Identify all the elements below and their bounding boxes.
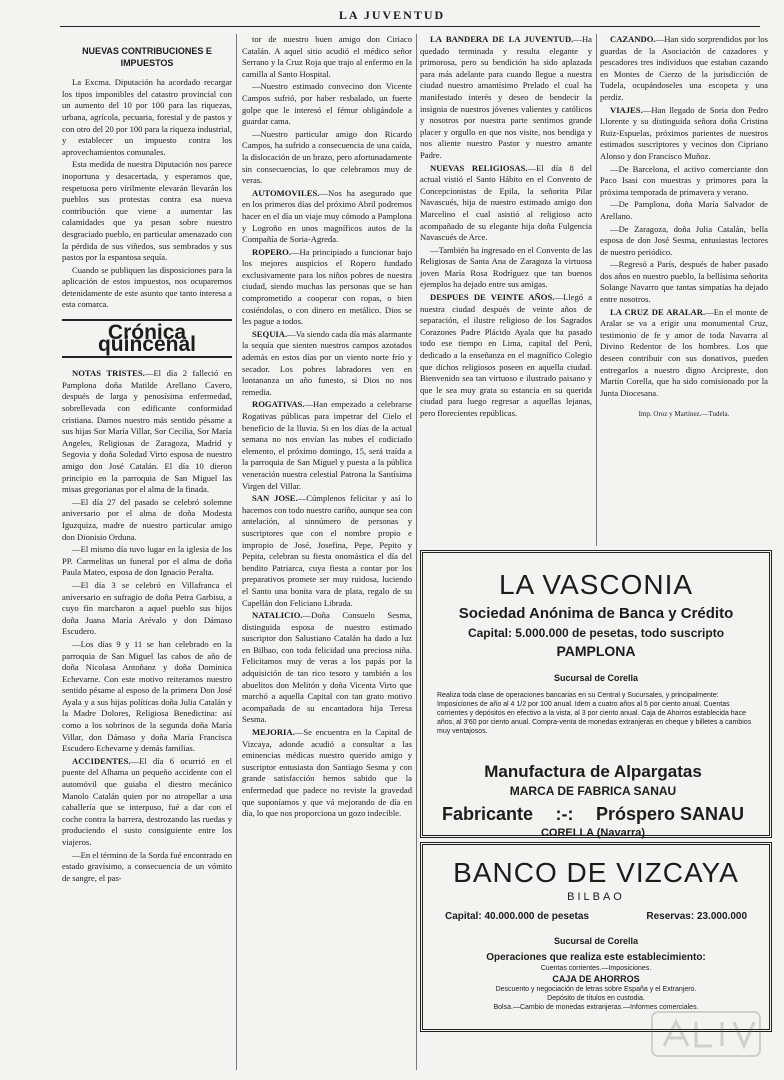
separator: :-: bbox=[555, 804, 574, 824]
fabricante-label: Fabricante bbox=[442, 804, 534, 824]
paragraph: SEQUIA.—Va siendo cada día más alarmante la sequía que sienten nuestros campos azotados además en estos días por un viento norte frío y secador. Los pobres labradores ven en lontananza un año funesto, si Dios no nos remedia. bbox=[242, 328, 412, 397]
paragraph-lead: SEQUIA. bbox=[252, 328, 288, 339]
paragraph-lead: MEJORIA. bbox=[252, 727, 295, 738]
running-head: LA JUVENTUD bbox=[338, 8, 446, 22]
ad-name-row bbox=[442, 804, 744, 825]
paragraph: Esta medida de nuestra Diputación nos parece inoportuna y desacertada, y esperamos que, respetuosa pero virilmente elevarán llevarán los pueblos sus protestas contra esa nueva contribución que viene a aumentar las calamidades que ya pesan sobre nuestro desgraciado pueblo, en particular amenazado con la pérdida de sus viñedos, sus sembrados y sus pastos por la espantosa sequía. bbox=[62, 159, 232, 263]
paragraph-lead: NATALICIO. bbox=[252, 610, 303, 621]
paragraph-lead: VIAJES. bbox=[610, 104, 643, 115]
ad-sanau bbox=[420, 762, 766, 839]
ad-title: Manufactura de Alpargatas bbox=[484, 762, 702, 781]
ad-text: Realiza toda clase de operaciones bancarias en su Central y Sucursales, y principalmente: Imposiciones de año al 4 1/2 por 100 anual. Idem a cuatro años al 5 por ciento anual. Cuentas corrientes y depósitos en efectivo a la vista, al 3 por ciento anual. Caja de Ahorros establecida hace años, al 3'60 por ciento anual. Compra-venta de monedas extranjeras en cheque y billetes a cambios muy ventajosos. bbox=[437, 692, 752, 735]
column-divider bbox=[236, 34, 237, 1070]
ad-subtitle: Sociedad Anónima de Banca y Crédito bbox=[458, 605, 734, 622]
paragraph-lead: SAN JOSE. bbox=[252, 493, 298, 504]
ad-ops-4: Bolsa.—Cambio de monedas extranjeras.—Informes comerciales. bbox=[493, 1004, 699, 1011]
paragraph: NOTAS TRISTES.—El día 2 falleció en Pamplona doña Matilde Arellano Cavero, después de larga y penosísima enfermedad, sobrellevada con edificante conformidad cristiana. Damos nuestro más sentido pésame a sus hijas Sor María Villar, Sor Cecilia, Sor María Angeles, Religiosas de Zaragoza, Madrid y Segovia y doña Soledad Virto esposa de nuestro amigo don José Catalán. El día 10 dieron principio en la parroquia de San Miguel las misas gregorianas por el alma de la finada. bbox=[62, 368, 233, 495]
paragraph: MEJORIA.—Se encuentra en la Capital de Vizcaya, adonde acudió a consultar a las eminencias médicas nuestro querido amigo y suscriptor entusiasta don Santiago Sesma y con grande satisfacción hemos sabido que la enfermedad que padece no reviste la gravedad que suponíamos y que vá mejorando de día en día, lo que nos proporciona un gozo indecible. bbox=[242, 727, 412, 819]
article-title: NUEVAS CONTRIBUCIONES E IMPUESTOS bbox=[82, 46, 212, 68]
column-divider bbox=[416, 34, 417, 1070]
paragraph: —De Pamplona, doña María Salvador de Arellano. bbox=[600, 199, 768, 221]
paragraph: LA BANDERA DE LA JUVENTUD.—Ha quedado terminada y resulta elegante y primorosa, pero su bendición ha sido aplazada para más adelante para cuando llegue a nuestra ciudad nuestro amantísimo Prelado el cual ha manifestado interés y deseo de bendecir la insignia de nuestros jóvenes valientes y católicos y nosotros por nuestra parte sentimos grande placer y orgullo en que nos visite, nos bendiga y nos aliente nuestro Pastor y nuestro amante Padre. bbox=[420, 34, 592, 160]
paragraph: ACCIDENTES.—El día 6 ocurrió en el puente del Alhama un pequeño accidente con el automóvil que guiaba el diestro mecánico Manolo Catalán quien por no atropellar a una caballería que se interpuso, fué a dar con el coche contra la barrera, destrozando las ruedas y produciendo el susto consiguiente entre los viajeros. bbox=[62, 755, 232, 847]
ad-ops-title: Operaciones que realiza este establecimiento: bbox=[486, 952, 706, 963]
ad-place: CORELLA (Navarra) bbox=[540, 827, 646, 839]
paragraph: —El día 3 se celebró en Villafranca el aniversario en sufragio de doña Petra Garbisu, a cuyo fin marcharon a aquel pueblo sus hijos doña Juana María Arévalo y don Dámaso Escudero. bbox=[62, 579, 232, 637]
section-title-box bbox=[62, 319, 232, 358]
column-2 bbox=[242, 34, 412, 821]
capital: Capital: 40.000.000 de pesetas bbox=[445, 911, 589, 922]
ad-title: BANCO DE VIZCAYA bbox=[453, 857, 739, 888]
ad-title: LA VASCONIA bbox=[498, 569, 694, 600]
paragraph: —De Barcelona, el activo comerciante don Paco Isasi con muestras y primores para la próxima temporada de primavera y verano. bbox=[600, 163, 768, 197]
paragraph: —Regresó a París, después de haber pasado dos años en nuestro pueblo, la bellísima señorita Solange Navarro que tantas simpatías ha dejado entre nosotros. bbox=[600, 259, 768, 305]
ad-city: BILBAO bbox=[567, 891, 625, 903]
paragraph: —También ha ingresado en el Convento de las Religiosas de Santa Ana de Zaragoza la virtuosa joven María Rosa Rodríguez que tan buenos ejemplos ha dejado entre sus amigas. bbox=[420, 244, 592, 290]
ad-branch: Sucursal de Corella bbox=[553, 673, 639, 683]
paragraph: NATALICIO.—Doña Consuelo Sesma, distinguida esposa de nuestro estimado suscriptor don Salustiano Catalán ha dado a luz en Bilbao, con toda felicidad una preciosa niña. Felicitamos muy de veras a los papás por la adquisición de tan rico tesoro y también a los abuelitos don Melitón y doña Vicenta Virto que marchó a aquella Capital con tan grato motivo acompañada de su encantadora hija Teresa Sesma. bbox=[242, 610, 412, 725]
ad-capital: Capital: 5.000.000 de pesetas, todo suscripto bbox=[467, 626, 725, 640]
paragraph-lead: LA CRUZ DE ARALAR. bbox=[610, 306, 706, 317]
paragraph: LA CRUZ DE ARALAR.—En el monte de Aralar se va a erigir una monumental Cruz, testimonio de fe y amor de toda Navarra al Divino Redentor de los hombres. Los que deseen contribuir con sus donativos, pueden entregarlos a nuestro digno Arcipreste, don Martín Corella, que ha sido comisionado por la Junta Diocesana. bbox=[600, 306, 768, 398]
ad-ops-3: Depósito de títulos en custodia. bbox=[547, 995, 645, 1002]
paragraph: —El mismo día tuvo lugar en la iglesia de los PP. Carmelitas un funeral por el alma de doña Paula Mateo, esposa de don Ignacio Peralta. bbox=[62, 544, 232, 578]
capital-row bbox=[445, 911, 747, 922]
paragraph-lead: ROPERO. bbox=[252, 246, 291, 257]
paragraph-lead: CAZANDO. bbox=[610, 34, 656, 44]
ad-banco-vizcaya bbox=[420, 842, 772, 1032]
paragraph: ROGATIVAS.—Han empezado a celebrarse Rogativas públicas para impetrar del Cielo el beneficio de la lluvia. Si en los días de la actual semana no nos envían las nubes el codiciado elemento, el próximo domingo, 15, será traída a la parroquia de San Miguel y puesta a la pública veneración nuestra celestial Patrona la Santísima Virgen del Villar. bbox=[242, 399, 412, 491]
column-4 bbox=[600, 34, 768, 421]
paragraph: —Los días 9 y 11 se han celebrado en la parroquia de San Miguel las cabos de año de doña Nicolasa Antoñanz y doña Dominica Echevarne. Con este motivo reiteramos nuestro sentido pésame al esposo de la primera Don José Ayala y a sus hijas políticas doña Julia Catalán y la Madre Dolores, Religiosa Benedictina: así como a los sobrinos de la segunda doña María Villar, don Dámaso y doña María Francisca Escudero Echevarne y demás familias. bbox=[62, 638, 232, 754]
paragraph: NUEVAS RELIGIOSAS.—El día 8 del actual vistió el Santo Hábito en el Convento de Concepcionistas de Epila, la señorita Pilar Navascués, hija de nuestro estimado amigo don Marcelino el cual asistió al religioso acto acompañado de su elegante hija doña Fulgencia Navascués de Arce. bbox=[420, 162, 592, 243]
paragraph-lead: LA BANDERA DE LA JUVENTUD. bbox=[430, 34, 574, 44]
paragraph: VIAJES.—Han llegado de Soria don Pedro Llorente y su distinguida señora doña Cristina Ruiz-Espuelas, próximos parientes de nuestros estimados suscriptores y vecinos don Cipriano Alonso y don Francisco Muñoz. bbox=[600, 104, 768, 161]
paragraph-lead: NOTAS TRISTES. bbox=[72, 368, 145, 379]
ad-ops-2: Descuento y negociación de letras sobre España y el Extranjero. bbox=[495, 986, 697, 993]
paragraph: SAN JOSE.—Cúmplenos felicitar y así lo hacemos con todo nuestro cariño, aunque sea con antelación, al sinnúmero de personas y suscriptores que con el nombre propio e impropio de José, Josefina, Pepe, Pepito y Pepita, celebran su fiesta onomástica el día del bendito Patriarca, cuya fiesta a contar por los preparativos promete ser muy ruidosa, luciendo el Santo una bonita vara de plata, regalo de su Capellán don Feliciano Librada. bbox=[242, 493, 412, 608]
paragraph-lead: ROGATIVAS. bbox=[252, 399, 305, 410]
paragraph: —Nuestro estimado convecino don Vicente Campos sufrió, por haber resbalado, un fuerte golpe que le interesó el fémur obligándole a guardar cama. bbox=[242, 81, 412, 127]
paragraph-lead: AUTOMOVILES. bbox=[252, 187, 320, 198]
paragraph: AUTOMOVILES.—Nos ha asegurado que en los primeros días del próximo Abril podremos hacer en el día un viaje muy cómodo a Pamplona y Logroño en unos magníficos autos de la Compañía de Soria-Agreda. bbox=[242, 187, 412, 245]
paragraph: —El día 27 del pasado se celebró solemne aniversario por el alma de doña Modesta Iguzquiza, madre de nuestro particular amigo don Dionisio Orduna. bbox=[62, 496, 232, 542]
section-title: Crónica quincenal bbox=[97, 321, 197, 356]
head-rule bbox=[60, 26, 760, 27]
paragraph: tor de nuestro buen amigo don Ciriaco Catalán. A aquel sitio acudió el médico señor Serrano y la Cruz Roja que trajo al enfermo en la camilla al Santo Hospital. bbox=[242, 34, 412, 79]
column-3 bbox=[420, 34, 592, 421]
ad-branch: Sucursal de Corella bbox=[553, 936, 639, 946]
paragraph: La Excma. Diputación ha acordado recargar los tipos imponibles del catastro provincial con un aumento del 10 por 100 para las riquezas, urbana, agrícola, pecuaria, forestal y de pastos y con otro del 20 por 100 para la riqueza industrial, y establecer un impuesto contra los aprovechamientos comunales. bbox=[62, 77, 232, 157]
reserves: Reservas: 23.000.000 bbox=[646, 911, 747, 922]
paragraph: Cuando se publiquen las disposiciones para la aplicación de estos impuestos, nos ocuparemos detenidamente de este asunto que tanto interesa a esta comarca. bbox=[62, 264, 232, 310]
column-divider bbox=[596, 34, 597, 546]
ad-city: PAMPLONA bbox=[556, 643, 636, 659]
paragraph-lead: ACCIDENTES. bbox=[72, 755, 131, 766]
column-1 bbox=[62, 34, 232, 885]
paragraph: —Nuestro particular amigo don Ricardo Campos, ha sufrido a consecuencia de una caída, la dislocación de un brazo, pero afortunadamente sin consecuencias, lo que celebramos muy de veras. bbox=[242, 128, 412, 186]
maker-name: Próspero SANAU bbox=[595, 804, 744, 824]
paragraph-lead: NUEVAS RELIGIOSAS. bbox=[430, 162, 528, 173]
paragraph: CAZANDO.—Han sido sorprendidos por los guardas de la Asociación de cazadores y pescadores tres individuos que estaban cazando en Montes de Cierzo de la jurisdicción de Tudela, ocupándoseles una escopeta y una perdiz. bbox=[600, 34, 768, 102]
ad-ops-1: Cuentas corrientes.—Imposiciones. bbox=[540, 965, 652, 972]
archive-stamp-icon bbox=[646, 1006, 766, 1062]
paragraph: —En el término de la Sorda fué encontrado en estado gravísimo, a consecuencia de un vómito de sangre, el pas- bbox=[62, 849, 232, 883]
paragraph: ROPERO.—Ha principiado a funcionar bajo los mejores auspicios el Ropero fundado exclusivamente para los niños pobres de nuestra ciudad, siendo muchas las personas que se han comprometido a cooperar con ropas, o bien cosiéndolas, o con dinero en metálico. Dios se les pague a todos. bbox=[242, 246, 412, 327]
ad-caja: CAJA DE AHORROS bbox=[552, 974, 640, 984]
paragraph-lead: DESPUES DE VEINTE AÑOS. bbox=[430, 292, 555, 303]
imprint: Imp. Oroz y Martínez.—Tudela. bbox=[638, 410, 730, 419]
ad-subtitle: MARCA DE FABRICA SANAU bbox=[509, 784, 677, 798]
paragraph: DESPUES DE VEINTE AÑOS.—Llegó a nuestra ciudad después de veinte años de separación, el ilustre religioso de los Sagrados Corazones Padre Plácido Ayala que ha pasado todo ese tiempo en Lima, capital del Perú, dedicado a la enseñanza en el magnífico Colegio que dichos religiosos poseen en aquella ciudad. Bienvenido sea tan virtuoso e ilustrado paisano y que le sea muy grata su estancia en su querida ciudad para luego regresar a aquellas lejanas, pero florecientes repúblicas. bbox=[420, 292, 593, 418]
paragraph: —De Zaragoza, doña Julia Catalán, bella esposa de don José Sesma, entusiastas lectores de nuestro periódico. bbox=[600, 223, 768, 257]
